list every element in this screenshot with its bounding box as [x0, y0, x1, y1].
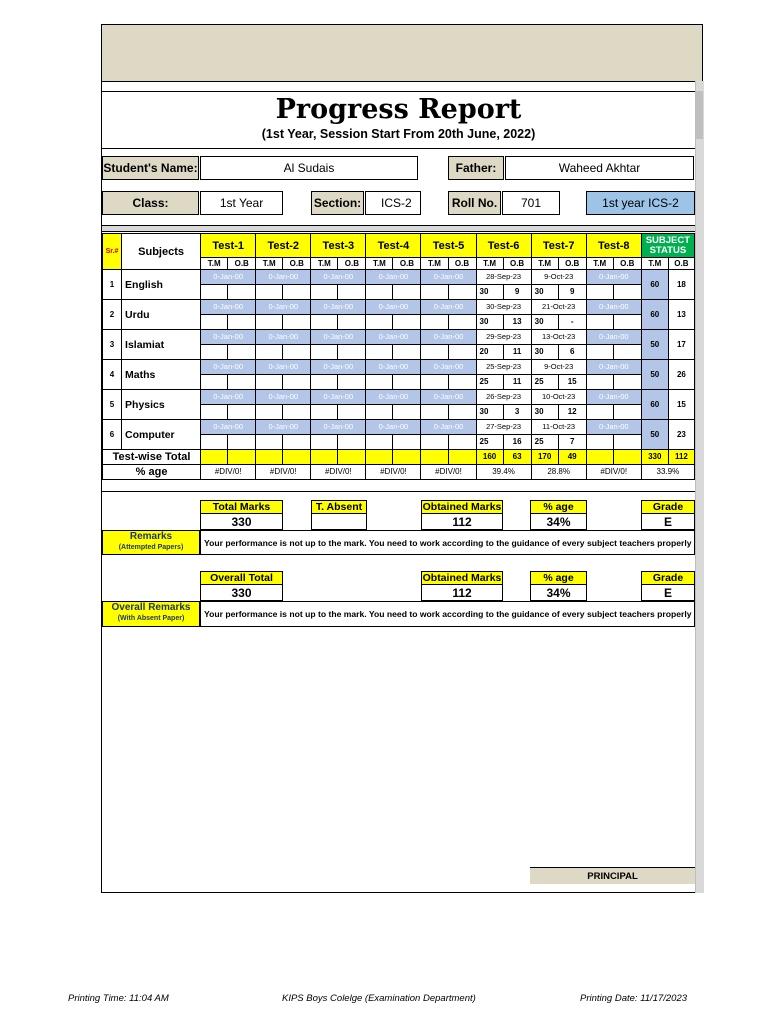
test-date: 0-Jan-00: [586, 270, 641, 285]
father-label: Father:: [448, 156, 504, 180]
overall-remarks-sublabel: (With Absent Paper): [117, 615, 185, 622]
test-obtained-marks: [613, 285, 641, 300]
test-date: 0-Jan-00: [311, 390, 366, 405]
obtained-marks-label: Obtained Marks: [422, 501, 502, 513]
report-sheet: [101, 24, 703, 893]
remarks-sublabel: (Attempted Papers): [118, 544, 184, 551]
test-date: 0-Jan-00: [586, 390, 641, 405]
page-title: Progress Report: [275, 94, 522, 125]
test-percentage: 39.4%: [476, 465, 531, 480]
test-date: 0-Jan-00: [421, 360, 476, 375]
subject-name: Physics: [122, 390, 201, 420]
test-total-marks: [586, 285, 613, 300]
tm-header: T.M: [256, 258, 283, 270]
remarks-text: Your performance is not up to the mark. You need to work according to the guidance of every subject teachers properly: [200, 530, 695, 555]
test-obtained-marks: [448, 375, 476, 390]
test-total-marks: 30: [476, 285, 503, 300]
student-name-label: Student's Name:: [102, 156, 199, 180]
row-number: 4: [103, 360, 122, 390]
test-total-marks: [201, 285, 228, 300]
scrollbar[interactable]: [695, 81, 704, 893]
test-date: 11-Oct-23: [531, 420, 586, 435]
test-obtained-marks: [228, 285, 256, 300]
test-date: 0-Jan-00: [421, 300, 476, 315]
test-date: 0-Jan-00: [201, 300, 256, 315]
test-total-marks: [256, 375, 283, 390]
total-tm: 170: [531, 450, 558, 465]
tm-header: T.M: [476, 258, 503, 270]
remarks-label: [102, 530, 200, 555]
total-tm: 0: [201, 450, 228, 465]
ob-header: O.B: [228, 258, 256, 270]
ob-header: O.B: [448, 258, 476, 270]
test-percentage: #DIV/0!: [311, 465, 366, 480]
overall-percentage-label: % age: [530, 571, 587, 585]
status-percentage: 33.9%: [641, 465, 694, 480]
overall-percentage-value: 34%: [530, 585, 587, 601]
total-tm: 0: [311, 450, 338, 465]
test-total-marks: [201, 405, 228, 420]
total-ob: 0: [613, 450, 641, 465]
test-total-marks: 25: [476, 375, 503, 390]
percentage-label: % age: [103, 465, 201, 480]
test-date: 0-Jan-00: [586, 330, 641, 345]
test-total-marks: [586, 405, 613, 420]
test-obtained-marks: [338, 435, 366, 450]
percentage-label: % age: [530, 500, 587, 514]
absent-label: T. Absent: [311, 500, 367, 514]
total-ob: 63: [503, 450, 531, 465]
test-obtained-marks: [228, 405, 256, 420]
test-obtained-marks: [448, 435, 476, 450]
test-total-marks: [366, 405, 393, 420]
row-number: 5: [103, 390, 122, 420]
test-total-marks: [201, 375, 228, 390]
test-total-marks: [256, 345, 283, 360]
test-header: Test-7: [531, 234, 586, 258]
test-percentage: #DIV/0!: [366, 465, 421, 480]
test-total-marks: [311, 345, 338, 360]
test-total-marks: [311, 375, 338, 390]
test-total-marks: [256, 285, 283, 300]
test-obtained-marks: [338, 375, 366, 390]
test-total-marks: [421, 375, 448, 390]
percentage-row: [103, 465, 695, 480]
test-date: 0-Jan-00: [201, 270, 256, 285]
test-obtained-marks: 9: [558, 285, 586, 300]
test-obtained-marks: [338, 405, 366, 420]
group-badge: 1st year ICS-2: [586, 191, 695, 215]
test-total-marks: 25: [531, 375, 558, 390]
printing-time: Printing Time: 11:04 AM: [68, 993, 169, 1004]
test-total-marks: [366, 435, 393, 450]
test-obtained-marks: [338, 315, 366, 330]
total-ob: 0: [393, 450, 421, 465]
table-header-row: [103, 234, 695, 258]
test-obtained-marks: 3: [503, 405, 531, 420]
test-obtained-marks: 12: [558, 405, 586, 420]
status-total-marks: 60: [641, 270, 668, 300]
table-row: [103, 420, 695, 435]
test-date: 0-Jan-00: [366, 390, 421, 405]
test-obtained-marks: [448, 345, 476, 360]
test-obtained-marks: [613, 345, 641, 360]
test-total-marks: [366, 375, 393, 390]
test-obtained-marks: [613, 375, 641, 390]
test-total-marks: [311, 315, 338, 330]
test-total-marks: 20: [476, 345, 503, 360]
ob-header: O.B: [283, 258, 311, 270]
test-total-marks: [586, 315, 613, 330]
test-total-marks: [256, 315, 283, 330]
test-header: Test-5: [421, 234, 476, 258]
scrollbar-thumb[interactable]: [696, 91, 703, 139]
overall-total-value: 330: [200, 585, 283, 601]
status-total-marks: 60: [641, 300, 668, 330]
total-tm: 0: [366, 450, 393, 465]
test-date: 0-Jan-00: [201, 420, 256, 435]
test-date: 0-Jan-00: [366, 360, 421, 375]
table-row: [103, 360, 695, 375]
test-date: 0-Jan-00: [256, 360, 311, 375]
test-obtained-marks: [283, 405, 311, 420]
test-obtained-marks: [283, 375, 311, 390]
status-total-ob: 112: [668, 450, 694, 465]
test-obtained-marks: [228, 315, 256, 330]
test-total-marks: [586, 375, 613, 390]
test-wise-total-label: Test-wise Total: [103, 450, 201, 465]
test-total-marks: [201, 315, 228, 330]
test-obtained-marks: [393, 345, 421, 360]
subject-name: Maths: [122, 360, 201, 390]
absent-value: [311, 514, 367, 530]
test-total-marks: [421, 435, 448, 450]
test-date: 0-Jan-00: [311, 300, 366, 315]
tm-header: T.M: [421, 258, 448, 270]
test-date: 29-Sep-23: [476, 330, 531, 345]
test-obtained-marks: 11: [503, 375, 531, 390]
test-total-marks: 30: [531, 285, 558, 300]
test-date: 0-Jan-00: [201, 390, 256, 405]
test-obtained-marks: [283, 315, 311, 330]
test-header: Test-8: [586, 234, 641, 258]
test-obtained-marks: [228, 345, 256, 360]
summary-separator: [102, 491, 695, 501]
test-total-marks: [421, 405, 448, 420]
test-total-marks: [366, 285, 393, 300]
tm-header: T.M: [641, 258, 668, 270]
test-percentage: #DIV/0!: [256, 465, 311, 480]
section-value: ICS-2: [365, 191, 421, 215]
row-number: 2: [103, 300, 122, 330]
test-date: 0-Jan-00: [311, 330, 366, 345]
test-total-marks: [256, 405, 283, 420]
test-obtained-marks: [448, 285, 476, 300]
status-total-marks: 60: [641, 390, 668, 420]
test-date: 0-Jan-00: [311, 270, 366, 285]
table-row: [103, 390, 695, 405]
ob-header: O.B: [338, 258, 366, 270]
obtained-marks-value: 112: [421, 514, 503, 530]
test-header: Test-2: [256, 234, 311, 258]
test-obtained-marks: -: [558, 315, 586, 330]
overall-remarks-label-text: Overall Remarks: [111, 602, 191, 613]
status-total-marks: 50: [641, 360, 668, 390]
test-obtained-marks: 6: [558, 345, 586, 360]
test-obtained-marks: [448, 405, 476, 420]
test-total-marks: [311, 405, 338, 420]
overall-obtained-value: 112: [421, 585, 503, 601]
test-date: 30-Sep-23: [476, 300, 531, 315]
sr-header: Sr.#: [103, 234, 122, 270]
test-obtained-marks: [228, 435, 256, 450]
test-total-marks: [256, 435, 283, 450]
test-date: 0-Jan-00: [421, 420, 476, 435]
test-obtained-marks: [393, 435, 421, 450]
test-total-marks: [366, 345, 393, 360]
test-obtained-marks: 15: [558, 375, 586, 390]
ob-header: O.B: [393, 258, 421, 270]
test-obtained-marks: [228, 375, 256, 390]
ob-header: O.B: [558, 258, 586, 270]
test-header: Test-3: [311, 234, 366, 258]
test-date: 0-Jan-00: [366, 300, 421, 315]
table-row: [103, 270, 695, 285]
total-ob: 0: [338, 450, 366, 465]
test-percentage: 28.8%: [531, 465, 586, 480]
grade-label: Grade: [641, 500, 695, 514]
status-obtained-marks: 23: [668, 420, 694, 450]
test-percentage: #DIV/0!: [421, 465, 476, 480]
test-date: 0-Jan-00: [586, 420, 641, 435]
test-date: 0-Jan-00: [586, 300, 641, 315]
test-obtained-marks: [393, 375, 421, 390]
overall-remarks-text: Your performance is not up to the mark. You need to work according to the guidance of every subject teachers properly: [200, 601, 695, 627]
divider-strip: [102, 225, 695, 232]
test-date: 0-Jan-00: [311, 360, 366, 375]
test-date: 0-Jan-00: [256, 270, 311, 285]
tm-header: T.M: [366, 258, 393, 270]
test-total-marks: 25: [531, 435, 558, 450]
test-obtained-marks: [283, 345, 311, 360]
ob-header: O.B: [613, 258, 641, 270]
status-obtained-marks: 13: [668, 300, 694, 330]
test-header: Test-1: [201, 234, 256, 258]
test-percentage: #DIV/0!: [201, 465, 256, 480]
subject-status-header: SUBJECT STATUS: [641, 234, 694, 258]
test-date: 0-Jan-00: [421, 390, 476, 405]
class-label: Class:: [102, 191, 199, 215]
total-tm: 0: [586, 450, 613, 465]
test-total-marks: [421, 285, 448, 300]
test-total-marks: 30: [531, 405, 558, 420]
page-subtitle: (1st Year, Session Start From 20th June, 2022): [261, 127, 536, 141]
total-tm: 0: [256, 450, 283, 465]
test-date: 26-Sep-23: [476, 390, 531, 405]
status-total-marks: 50: [641, 420, 668, 450]
test-obtained-marks: [338, 345, 366, 360]
test-obtained-marks: [393, 285, 421, 300]
title-box: [102, 91, 695, 149]
test-total-marks: 25: [476, 435, 503, 450]
test-date: 9-Oct-23: [531, 270, 586, 285]
test-obtained-marks: 13: [503, 315, 531, 330]
table-row: [103, 330, 695, 345]
test-total-marks: [311, 435, 338, 450]
student-name-value: Al Sudais: [200, 156, 418, 180]
test-obtained-marks: 16: [503, 435, 531, 450]
overall-total-label: Overall Total: [200, 571, 283, 585]
test-date: 0-Jan-00: [311, 420, 366, 435]
test-obtained-marks: [338, 285, 366, 300]
subjects-header: Subjects: [122, 234, 201, 270]
remarks-label-text: Remarks: [129, 531, 173, 542]
test-date: 0-Jan-00: [366, 330, 421, 345]
status-obtained-marks: 17: [668, 330, 694, 360]
test-date: 13-Oct-23: [531, 330, 586, 345]
test-total-marks: 30: [531, 345, 558, 360]
test-date: 21-Oct-23: [531, 300, 586, 315]
total-tm: 160: [476, 450, 503, 465]
grade-value: E: [641, 514, 695, 530]
principal-label: PRINCIPAL: [530, 868, 695, 884]
ob-header: O.B: [503, 258, 531, 270]
test-total-marks: [201, 345, 228, 360]
marks-table: [102, 233, 695, 480]
test-total-marks: [586, 435, 613, 450]
test-date: 25-Sep-23: [476, 360, 531, 375]
roll-label: Roll No.: [448, 191, 501, 215]
section-label: Section:: [311, 191, 364, 215]
test-obtained-marks: [448, 315, 476, 330]
test-obtained-marks: [283, 285, 311, 300]
test-total-marks: 30: [531, 315, 558, 330]
tm-header: T.M: [586, 258, 613, 270]
test-total-marks: 30: [476, 315, 503, 330]
test-date: 0-Jan-00: [421, 330, 476, 345]
percentage-value: 34%: [530, 514, 587, 530]
status-total-marks: 50: [641, 330, 668, 360]
ob-header: O.B: [668, 258, 694, 270]
test-obtained-marks: [613, 315, 641, 330]
status-obtained-marks: 15: [668, 390, 694, 420]
row-number: 1: [103, 270, 122, 300]
test-total-marks: [586, 345, 613, 360]
test-date: 0-Jan-00: [256, 420, 311, 435]
test-date: 0-Jan-00: [201, 360, 256, 375]
overall-remarks-label: [102, 601, 200, 627]
total-marks-value: 330: [200, 514, 283, 530]
test-obtained-marks: 7: [558, 435, 586, 450]
test-date: 0-Jan-00: [366, 270, 421, 285]
test-date: 0-Jan-00: [366, 420, 421, 435]
father-value: Waheed Akhtar: [505, 156, 694, 180]
tm-header: T.M: [531, 258, 558, 270]
printing-date: Printing Date: 11/17/2023: [580, 993, 688, 1004]
status-obtained-marks: 26: [668, 360, 694, 390]
roll-value: 701: [502, 191, 560, 215]
total-ob: 0: [283, 450, 311, 465]
test-date: 0-Jan-00: [421, 270, 476, 285]
row-number: 6: [103, 420, 122, 450]
table-row: [103, 300, 695, 315]
test-date: 9-Oct-23: [531, 360, 586, 375]
status-total-tm: 330: [641, 450, 668, 465]
test-date: 27-Sep-23: [476, 420, 531, 435]
test-obtained-marks: [283, 435, 311, 450]
test-date: 0-Jan-00: [256, 330, 311, 345]
test-header: Test-6: [476, 234, 531, 258]
test-total-marks: [421, 315, 448, 330]
test-total-marks: [366, 315, 393, 330]
test-date: 0-Jan-00: [256, 300, 311, 315]
class-value: 1st Year: [200, 191, 283, 215]
overall-obtained-label: Obtained Marks: [422, 572, 502, 584]
subject-name: Computer: [122, 420, 201, 450]
overall-grade-value: E: [641, 585, 695, 601]
tm-header: T.M: [311, 258, 338, 270]
test-total-marks: 30: [476, 405, 503, 420]
test-date: 10-Oct-23: [531, 390, 586, 405]
test-obtained-marks: [393, 405, 421, 420]
test-obtained-marks: [613, 405, 641, 420]
tm-header: T.M: [201, 258, 228, 270]
test-obtained-marks: [613, 435, 641, 450]
status-obtained-marks: 18: [668, 270, 694, 300]
test-obtained-marks: 9: [503, 285, 531, 300]
row-number: 3: [103, 330, 122, 360]
header-band: [102, 25, 702, 82]
total-ob: 49: [558, 450, 586, 465]
test-date: 0-Jan-00: [256, 390, 311, 405]
test-percentage: #DIV/0!: [586, 465, 641, 480]
overall-grade-label: Grade: [641, 571, 695, 585]
total-ob: 0: [228, 450, 256, 465]
test-date: 0-Jan-00: [201, 330, 256, 345]
test-date: 28-Sep-23: [476, 270, 531, 285]
test-date: 0-Jan-00: [586, 360, 641, 375]
test-total-marks: [201, 435, 228, 450]
total-tm: 0: [421, 450, 448, 465]
total-marks-label: Total Marks: [200, 500, 283, 514]
subject-name: English: [122, 270, 201, 300]
subject-name: Urdu: [122, 300, 201, 330]
test-header: Test-4: [366, 234, 421, 258]
test-obtained-marks: 11: [503, 345, 531, 360]
test-total-marks: [421, 345, 448, 360]
total-ob: 0: [448, 450, 476, 465]
test-total-marks: [311, 285, 338, 300]
footer-organization: KIPS Boys Colelge (Examination Department): [282, 993, 476, 1004]
test-obtained-marks: [393, 315, 421, 330]
subject-name: Islamiat: [122, 330, 201, 360]
test-wise-total-row: [103, 450, 695, 465]
